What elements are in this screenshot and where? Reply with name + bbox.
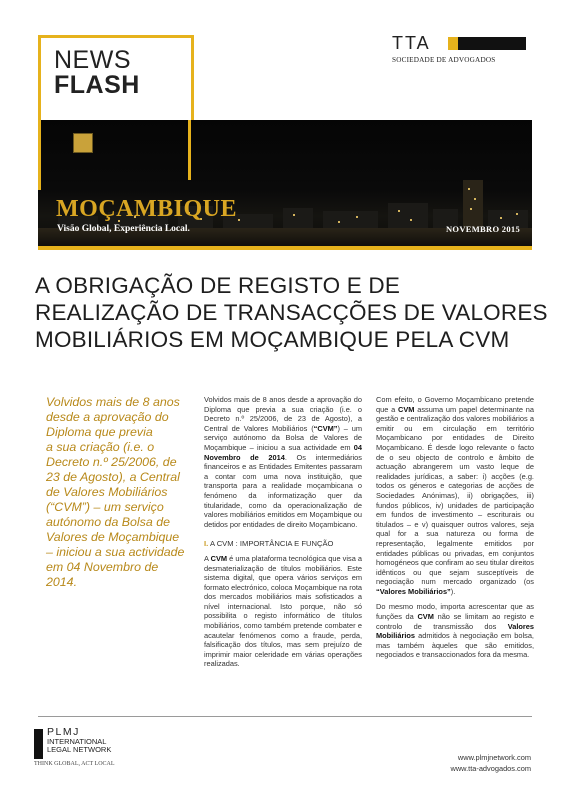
footer-link[interactable]: www.plmjnetwork.com [457,753,531,762]
lead-line: Valores de Moçambique [46,530,180,544]
body-paragraph: Volvidos mais de 8 anos desde a aprovação do Diploma que previa a sua criação (i.e. o Decreto n.º 25/2006, de 23 de Agosto), a Central de Valores Mobiliários (“CVM”) – um serviço autónomo da Bolsa de Valores de Moçambique – iniciou a sua actividade em 04 Novembro de 2014. Os intermediários financeiros e as Entidades Emitentes passaram a contar com uma nova instituição, que transporta para a realidade moçambicana o fenómeno da informatização quer da titularidade, como da operacionalização de valores mobiliários emitidos em Moçambique ou detidos por entidades de direito Moçambicano. [204,395,362,529]
body-column-3 [376,395,534,666]
headline-line: REALIZAÇÃO DE TRANSACÇÕES DE VALORES [35,300,548,325]
plmj-logo [34,727,154,767]
lead-line: de Valores Mobiliários [46,485,168,499]
banner-country: MOÇAMBIQUE [56,196,237,222]
lead-line: Volvidos mais de 8 anos [46,395,180,409]
section-title: A CVM : IMPORTÂNCIA E FUNÇÃO [209,539,334,549]
banner-tagline: Visão Global, Experiência Local. [57,224,190,234]
body-paragraph: A CVM é uma plataforma tecnológica que visa a desmaterialização de títulos mobiliários. Este sistema digital, que opera vários serviços em formato electrónico, coloca Moçambique na rota dos mercados mobiliários mais sofisticados a nível internacional. Isto porque, não só possibilita o registo informático de títulos mobiliários, como também pretende combater e acautelar fenómenos como a fraude, perda, falsificação dos títulos, mas sem prejuízo de imprimir maior celeridade em várias operações realizadas. [204,553,362,669]
lead-line: a sua criação (i.e. o [46,440,155,454]
network-line: INTERNATIONAL [47,737,107,746]
section-number: I. [204,539,209,549]
network-name: PLMJ [47,726,80,738]
gold-square-icon [73,133,93,153]
body-paragraph: Com efeito, o Governo Moçambicano pretende que a CVM assuma um papel determinante na gestão e centralização dos valores mobiliários a emitir ou em circulação em território Moçambicano por entidades de Direito Moçambicano. É desde logo relevante o facto de o seu objecto de controlo e âmbito de actuação abrangerem um vasto leque de realidades jurídicas, a saber: i) acções (e.g. todos os géneros e categorias de acções de Sociedades Anónimas), ii) obrigações, iii) fundos públicos, iv) unidades de participação em fundos de investimento – escriturais ou titulados – e v) quaisquer outros valores, seja qual for a sua natureza ou forma de representação, legalmente emitidos por entidades públicas ou privadas, em conjuntos homogéneos que confiram ao seu titular direitos idênticos ou que sejam susceptíveis de negociação num mercado organizado (os “Valores Mobiliários”). [376,395,534,596]
lead-line: (“CVM”) – um serviço [46,500,164,514]
article-headline [35,272,548,353]
tta-logo [392,33,532,64]
lead-paragraph [46,395,194,590]
news-label: NEWS [54,46,131,74]
headline-line: MOBILIÁRIOS EM MOÇAMBIQUE PELA CVM [35,327,510,352]
logo-black-block [458,37,526,50]
network-line: LEGAL NETWORK [47,745,112,755]
banner-gold-bar [38,246,532,250]
footer-link[interactable]: www.tta-advogados.com [450,764,531,773]
lead-line: 2014. [46,575,78,589]
lead-line: 23 de Agosto), a Central [46,470,180,484]
lead-line: autónomo da Bolsa de [46,515,170,529]
network-tagline: THINK GLOBAL, ACT LOCAL [34,761,115,767]
plmj-mark-icon [34,729,43,759]
footer-divider [38,716,532,717]
body-column-2 [204,395,362,675]
tta-subtitle: SOCIEDADE DE ADVOGADOS [392,56,496,64]
lead-line: desde a aprovação do [46,410,169,424]
footer-links [450,752,531,774]
tta-wordmark: TTA [392,33,431,53]
flash-label: FLASH [54,71,140,99]
banner-photo [38,120,532,248]
lead-line: – iniciou a sua actividade [46,545,185,559]
issue-date: NOVEMBRO 2015 [445,224,520,234]
logo-gold-block [448,37,458,50]
lead-line: Diploma que previa [46,425,153,439]
headline-line: A OBRIGAÇÃO DE REGISTO E DE [35,273,401,298]
lead-line: em 04 Novembro de [46,560,159,574]
body-paragraph: Do mesmo modo, importa acrescentar que as funções da CVM não se limitam ao registo e controlo de transmissão dos Valores Mobiliários admitidos à negociação em bolsa, mas também àqueles que são emitidos, negociados e transaccionados fora da mesma. [376,602,535,660]
section-heading [204,539,362,549]
lead-line: Decreto n.º 25/2006, de [46,455,177,469]
news-flash-title [54,48,140,98]
